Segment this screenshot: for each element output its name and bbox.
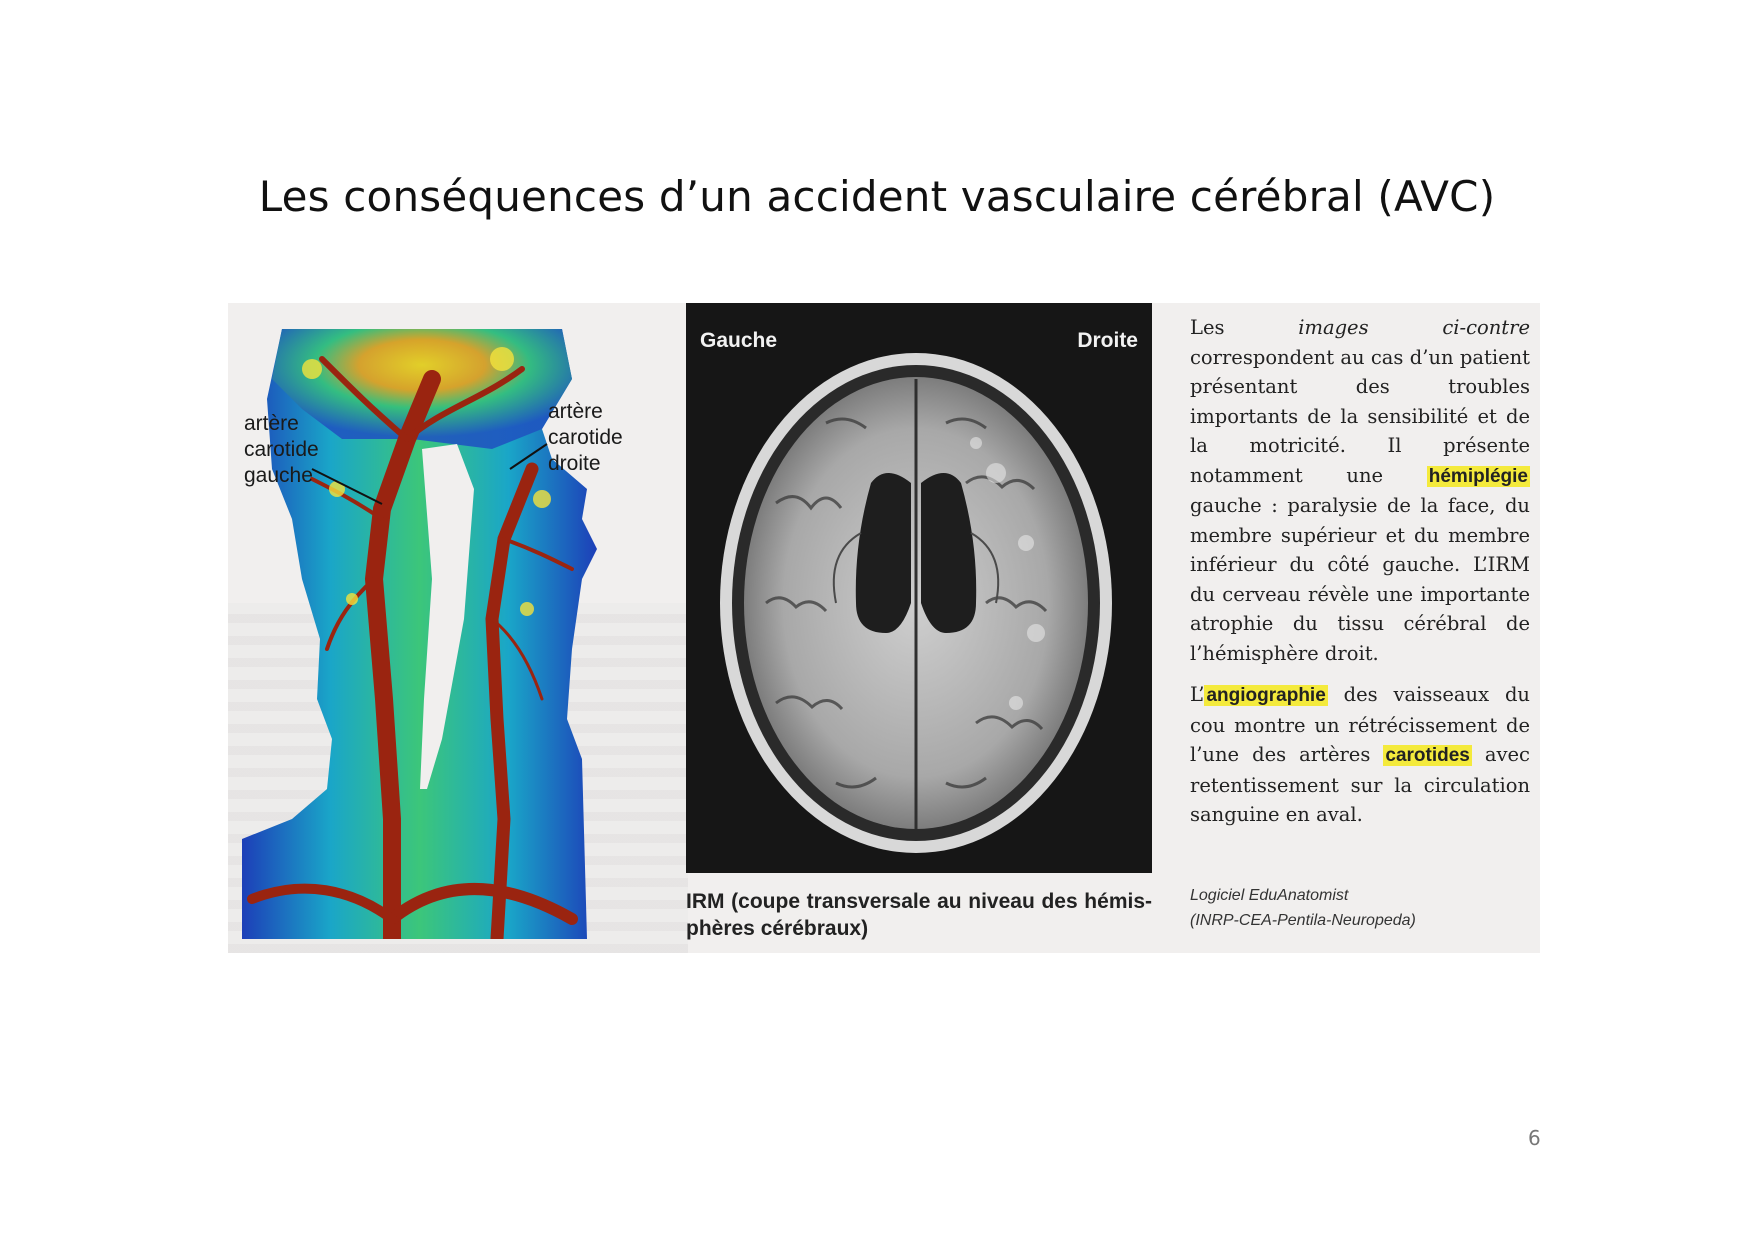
highlight-carotides: carotides <box>1385 745 1470 766</box>
slide-title: Les conséquences d’un accident vasculaire cérébral (AVC) <box>258 172 1496 221</box>
image-credit <box>1190 883 1530 933</box>
p1-part-a: correspondent au cas d’un patient présentant des troubles importants de la sensibilité et de la motricité. Il présente notamment une <box>1190 345 1530 487</box>
p1-italic: images ci-contre <box>1298 316 1530 339</box>
mri-drawing <box>686 303 1152 873</box>
p2-lead: L’ <box>1190 683 1205 706</box>
scanned-figure <box>228 303 1540 953</box>
p1-part-b: gauche : paralysie de la face, du membre supérieur et du membre inférieur du côté gauche. L’IRM du cerveau révèle une importante atrophie du tissu cérébral de l’hémisphère droit. <box>1190 494 1530 665</box>
highlight-angiographie: angiographie <box>1206 685 1326 706</box>
credit-line-2: (INRP-CEA-Pentila-Neuropeda) <box>1190 912 1416 929</box>
angiography-image <box>242 319 622 939</box>
paragraph-1 <box>1190 313 1530 668</box>
page-number: 6 <box>1528 1126 1541 1150</box>
description-text <box>1190 313 1530 842</box>
mri-label-right: Droite <box>1077 329 1138 352</box>
highlight-hemiplegie: hémiplégie <box>1428 465 1528 487</box>
credit-line-1: Logiciel EduAnatomist <box>1190 887 1349 904</box>
p1-lead: Les <box>1190 316 1299 339</box>
label-right-carotid: artère carotide droite <box>548 400 623 475</box>
label-left-carotid: artère carotide gauche <box>244 412 319 487</box>
p2-part-a: des vaisseaux du cou montre un rétrécissement de l’une des artères <box>1190 683 1530 766</box>
p2-part-b: avec retentissement sur la circulation sanguine en aval. <box>1190 743 1530 826</box>
mri-label-left: Gauche <box>700 329 778 352</box>
paragraph-2 <box>1190 680 1530 830</box>
mri-image <box>686 303 1152 873</box>
mri-caption: IRM (coupe transversale au niveau des hémis-phères cérébraux) <box>686 890 1152 940</box>
